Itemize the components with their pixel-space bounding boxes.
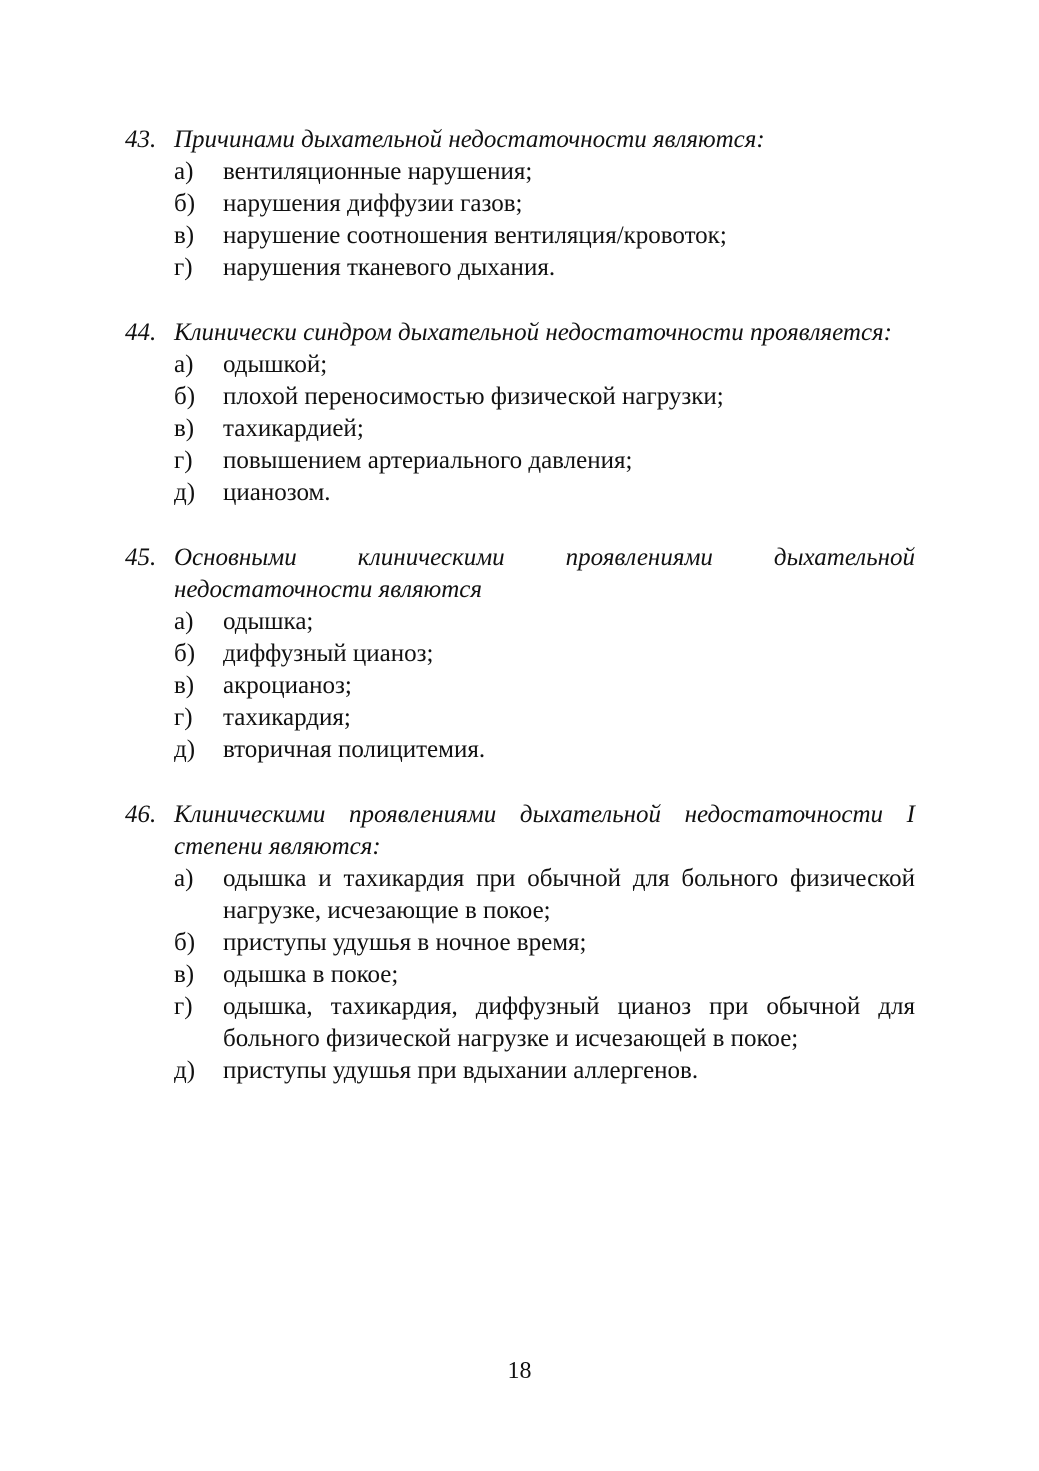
question-number: 44.	[125, 319, 157, 346]
option-text: одышка;	[223, 608, 314, 635]
answer-options	[125, 349, 915, 509]
answer-option	[174, 445, 915, 477]
question-43	[125, 124, 915, 284]
option-text: тахикардия;	[223, 704, 351, 731]
option-text: одышка в покое;	[223, 961, 399, 988]
question-46	[125, 799, 915, 1087]
question-45	[125, 542, 915, 766]
option-text: повышением артериального давления;	[223, 447, 633, 474]
question-number: 46.	[125, 801, 157, 828]
option-letter: а)	[174, 608, 194, 635]
option-text: цианозом.	[223, 479, 331, 506]
answer-option	[174, 381, 915, 413]
option-text: одышка и тахикардия при обычной для больного физической нагрузке, исчезающие в покое;	[223, 865, 915, 924]
option-letter: б)	[174, 383, 196, 410]
answer-option	[174, 156, 915, 188]
option-letter: г)	[174, 254, 193, 281]
option-letter: д)	[174, 736, 196, 763]
option-letter: а)	[174, 158, 194, 185]
option-text: приступы удушья в ночное время;	[223, 929, 587, 956]
option-text: приступы удушья при вдыхании аллергенов.	[223, 1057, 699, 1084]
question-heading	[125, 799, 915, 863]
answer-option	[174, 220, 915, 252]
answer-option	[174, 413, 915, 445]
option-text: тахикардией;	[223, 415, 364, 442]
answer-option	[174, 188, 915, 220]
answer-option	[174, 252, 915, 284]
answer-option	[174, 702, 915, 734]
answer-option	[174, 734, 915, 766]
answer-option	[174, 863, 915, 927]
question-text: Клинически синдром дыхательной недостаточности проявляется:	[174, 319, 892, 346]
option-text: нарушения тканевого дыхания.	[223, 254, 556, 281]
option-text: акроцианоз;	[223, 672, 352, 699]
option-letter: г)	[174, 993, 193, 1020]
option-letter: а)	[174, 351, 194, 378]
question-number: 45.	[125, 544, 157, 571]
option-letter: б)	[174, 190, 196, 217]
question-44	[125, 317, 915, 509]
question-heading	[125, 317, 915, 349]
option-letter: а)	[174, 865, 194, 892]
option-text: вторичная полицитемия.	[223, 736, 486, 763]
answer-option	[174, 606, 915, 638]
question-text: Основными клиническими проявлениями дыхательной недостаточности являются	[174, 544, 915, 603]
option-text: одышка, тахикардия, диффузный цианоз при обычной для больного физической нагрузке и исчезающей в покое;	[223, 993, 915, 1052]
option-letter: г)	[174, 704, 193, 731]
question-heading	[125, 542, 915, 606]
answer-options	[125, 606, 915, 766]
option-text: нарушения диффузии газов;	[223, 190, 523, 217]
answer-option	[174, 670, 915, 702]
option-text: нарушение соотношения вентиляция/кровоток;	[223, 222, 727, 249]
option-text: плохой переносимостью физической нагрузки;	[223, 383, 724, 410]
answer-options	[125, 156, 915, 284]
answer-option	[174, 638, 915, 670]
page-content	[125, 124, 915, 1120]
option-letter: г)	[174, 447, 193, 474]
option-text: одышкой;	[223, 351, 328, 378]
option-text: диффузный цианоз;	[223, 640, 434, 667]
answer-option	[174, 1055, 915, 1087]
question-text: Клиническими проявлениями дыхательной недостаточности I степени являются:	[174, 801, 915, 860]
option-text: вентиляционные нарушения;	[223, 158, 533, 185]
option-letter: б)	[174, 640, 196, 667]
option-letter: д)	[174, 479, 196, 506]
option-letter: д)	[174, 1057, 196, 1084]
question-number: 43.	[125, 126, 157, 153]
option-letter: б)	[174, 929, 196, 956]
answer-option	[174, 477, 915, 509]
question-text: Причинами дыхательной недостаточности являются:	[174, 126, 765, 153]
option-letter: в)	[174, 672, 195, 699]
option-letter: в)	[174, 961, 195, 988]
page-number: 18	[507, 1358, 532, 1384]
answer-option	[174, 991, 915, 1055]
question-heading	[125, 124, 915, 156]
answer-option	[174, 959, 915, 991]
option-letter: в)	[174, 415, 195, 442]
answer-option	[174, 349, 915, 381]
answer-options	[125, 863, 915, 1087]
answer-option	[174, 927, 915, 959]
option-letter: в)	[174, 222, 195, 249]
